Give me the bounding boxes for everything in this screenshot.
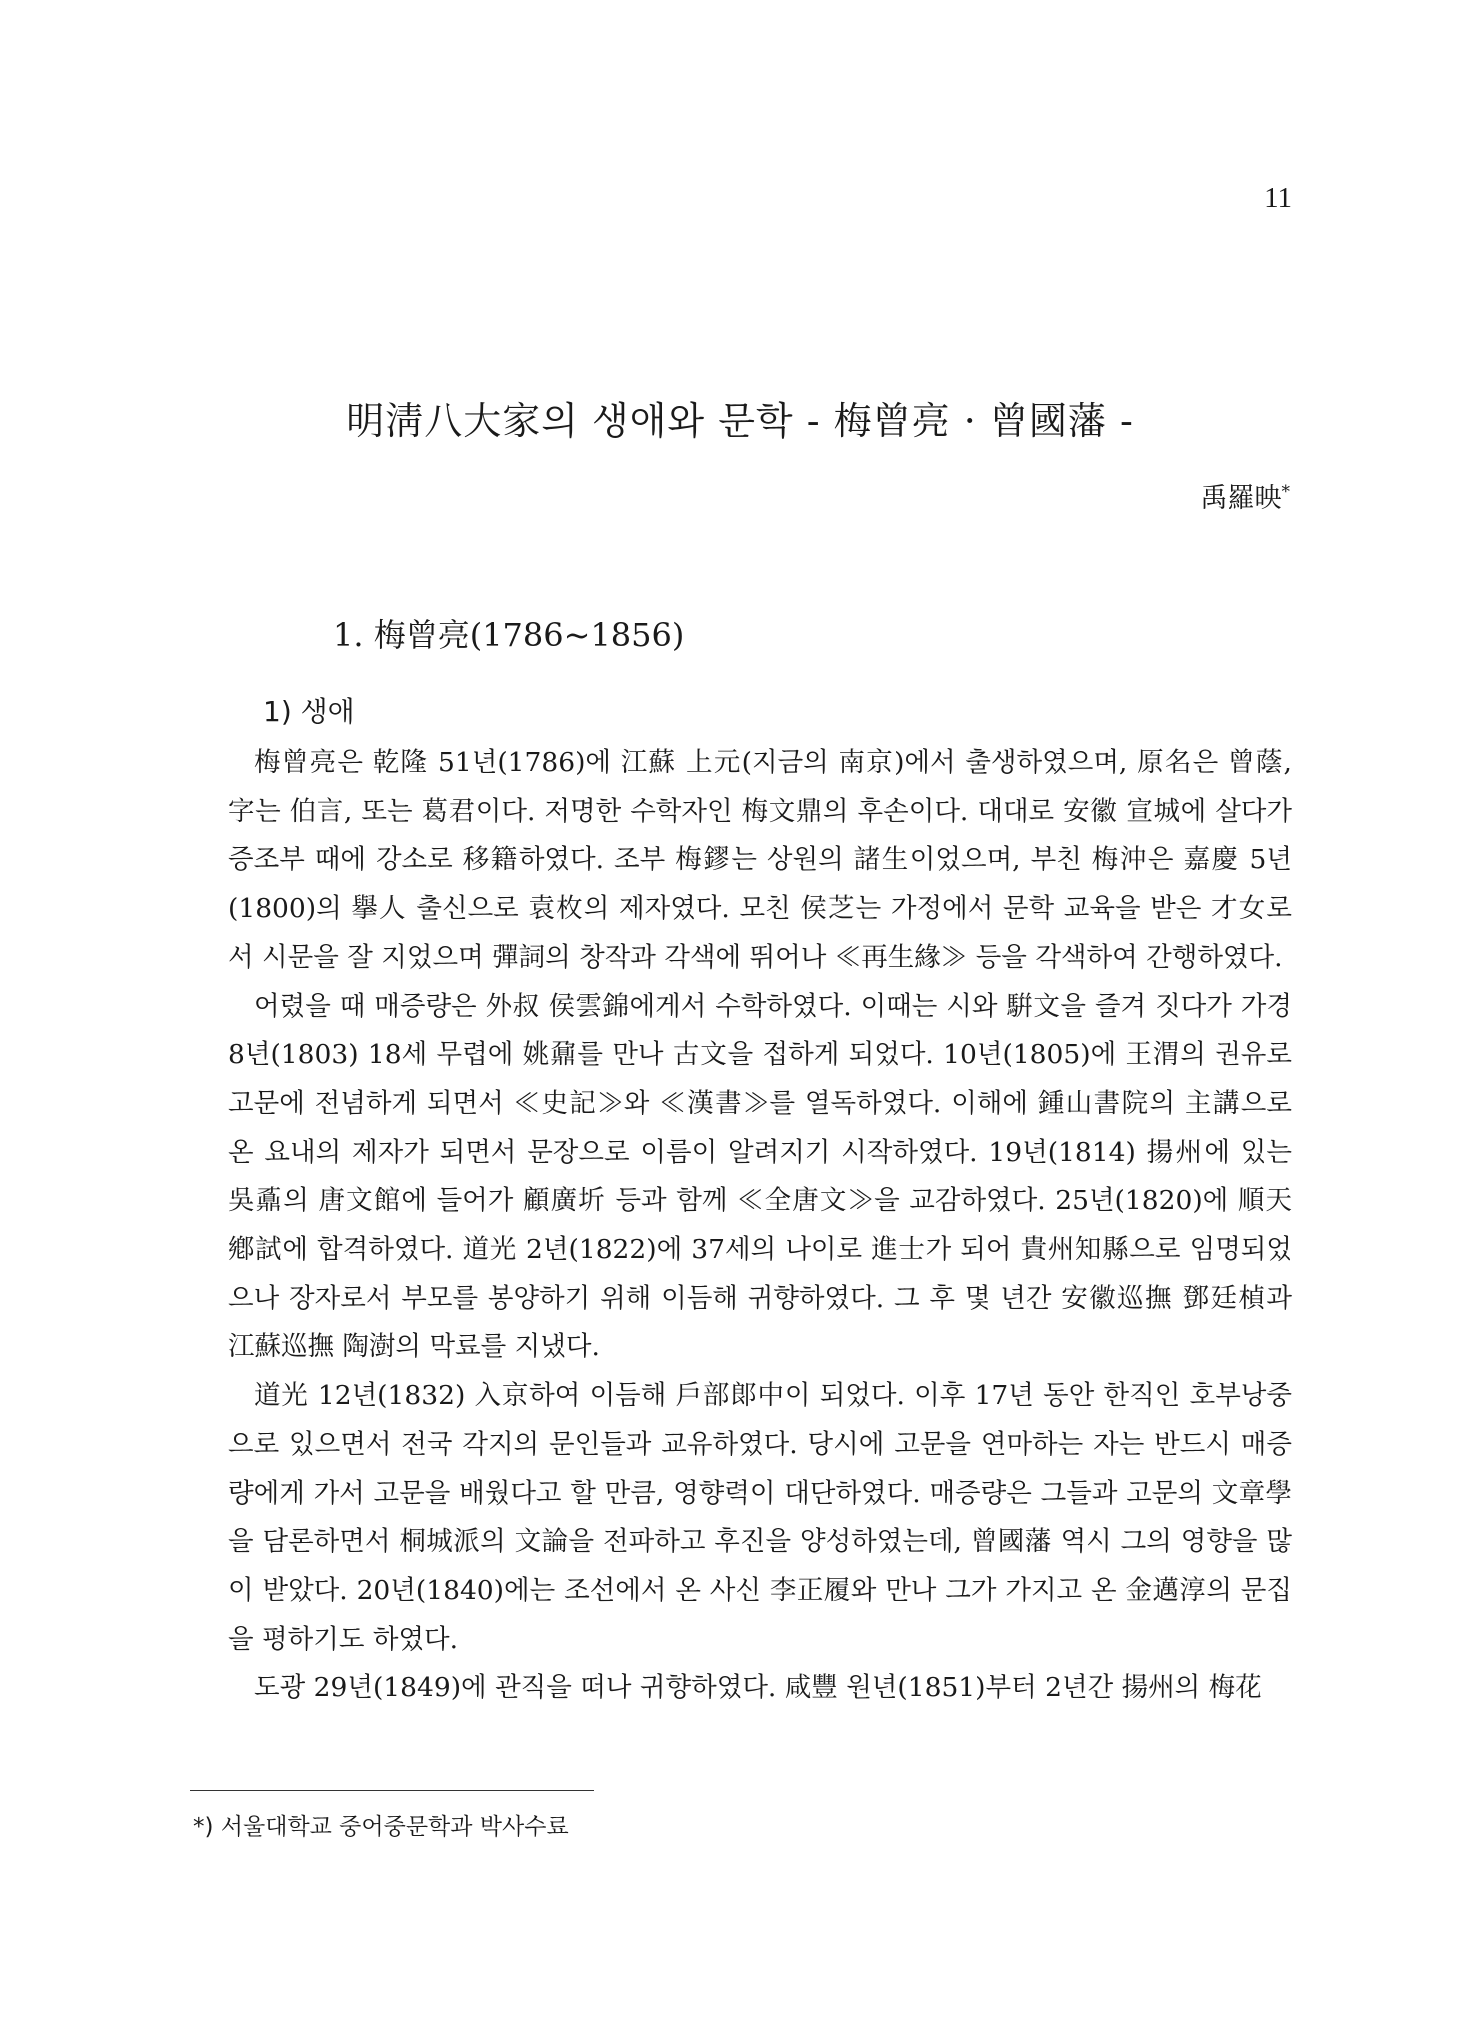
body-text: [228, 739, 1292, 1713]
subsection-heading: 1) 생애: [263, 695, 355, 728]
footnote: *) 서울대학교 중어중문학과 박사수료: [193, 1814, 569, 1840]
paragraph: 道光 12년(1832) 入京하여 이듬해 戶部郞中이 되었다. 이후 17년 동안 한직인 호부낭중으로 있으면서 전국 각지의 문인들과 교유하였다. 당시에 고문을 연마하는 자는 반드시 매증량에게 가서 고문을 배웠다고 할 만큼, 영향력이 대단하였다. 매증량은 그들과 고문의 文章學을 담론하면서 桐城派의 文論을 전파하고 후진을 양성하였는데, 曾國藩 역시 그의 영향을 많이 받았다. 20년(1840)에는 조선에서 온 사신 李正履와 만나 그가 가지고 온 金邁淳의 문집을 평하기도 하였다.: [228, 1380, 1292, 1655]
paragraph: 梅曾亮은 乾隆 51년(1786)에 江蘇 上元(지금의 南京)에서 출생하였으며, 原名은 曾蔭, 字는 伯言, 또는 葛君이다. 저명한 수학자인 梅文鼎의 후손이다. 대대로 安徽 宣城에 살다가 증조부 때에 강소로 移籍하였다. 조부 梅鏐는 상원의 諸生이었으며, 부친 梅沖은 嘉慶 5년(1800)의 擧人 출신으로 袁枚의 제자였다. 모친 侯芝는 가정에서 문학 교육을 받은 才女로서 시문을 잘 지었으며 彈詞의 창작과 각색에 뛰어나 ≪再生緣≫ 등을 각색하여 간행하였다.: [228, 747, 1292, 973]
author-name-text: 禹羅映: [1200, 483, 1282, 514]
paragraph: 도광 29년(1849)에 관직을 떠나 귀향하였다. 咸豐 원년(1851)부터 2년간 揚州의 梅花: [254, 1672, 1262, 1704]
author-name: [1201, 476, 1291, 515]
paragraph: 어렸을 때 매증량은 外叔 侯雲錦에게서 수학하였다. 이때는 시와 騈文을 즐겨 짓다가 가경 8년(1803) 18세 무렵에 姚鼐를 만나 古文을 접하게 되었다. 10년(1805)에 王渭의 권유로 고문에 전념하게 되면서 ≪史記≫와 ≪漢書≫를 열독하였다. 이해에 鍾山書院의 主講으로 온 요내의 제자가 되면서 문장으로 이름이 알려지기 시작하였다. 19년(1814) 揚州에 있는 吳鼒의 唐文館에 들어가 顧廣圻 등과 함께 ≪全唐文≫을 교감하였다. 25년(1820)에 順天鄕試에 합격하였다. 道光 2년(1822)에 37세의 나이로 進士가 되어 貴州知縣으로 임명되었으나 장자로서 부모를 봉양하기 위해 이듬해 귀향하였다. 그 후 몇 년간 安徽巡撫 鄧廷楨과 江蘇巡撫 陶澍의 막료를 지냈다.: [228, 990, 1292, 1363]
section-heading: 1. 梅曾亮(1786~1856): [333, 616, 685, 654]
author-footnote-mark: *: [1281, 482, 1290, 502]
footnote-divider: [190, 1790, 594, 1791]
article-title: 明淸八大家의 생애와 문학 - 梅曾亮 · 曾國藩 -: [346, 399, 1134, 443]
page-number: 11: [1264, 182, 1292, 214]
